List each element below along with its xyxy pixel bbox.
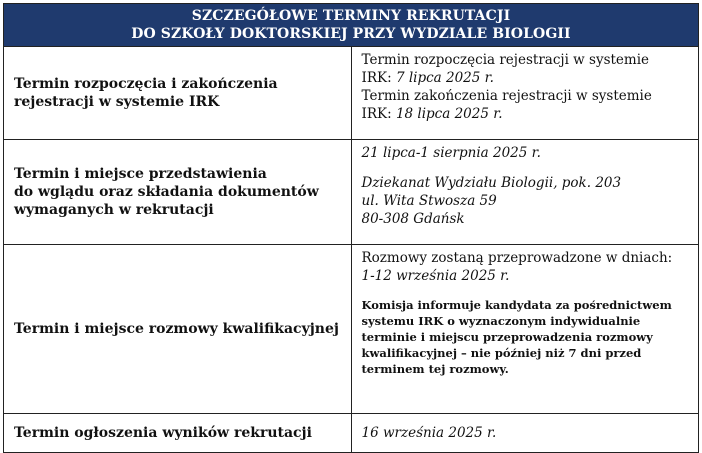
table-header — [4, 4, 699, 47]
address-line: ul. Wita Stwosza 59 — [361, 193, 497, 209]
table-row — [4, 414, 699, 453]
schedule-table — [3, 3, 699, 453]
row-label-irk-registration: Termin rozpoczęcia i zakończenia rejestracji w systemie IRK — [4, 47, 352, 140]
results-date: 16 września 2025 r. — [361, 425, 497, 441]
address-line: Dziekanat Wydziału Biologii, pok. 203 — [361, 175, 622, 191]
row-value-results — [351, 414, 699, 453]
row-label-documents: Termin i miejsce przedstawienia do wglądu oraz składania dokumentów wymaganych w rekrutacji — [4, 140, 352, 245]
row-label-interview: Termin i miejsce rozmowy kwalifikacyjnej — [4, 245, 352, 414]
table-row — [4, 47, 699, 140]
registration-end-date: 18 lipca 2025 r. — [395, 106, 503, 122]
header-line-1: SZCZEGÓŁOWE TERMINY REKRUTACJI — [191, 8, 511, 24]
row-value-documents — [351, 140, 699, 245]
address-line: 80-308 Gdańsk — [361, 211, 465, 227]
interview-note: Komisja informuje kandydata za pośrednictwem systemu IRK o wyznaczonym indywidualnie terminie i miejscu przeprowadzenia rozmowy kwalifikacyjnej – nie później niż 7 dni przed terminem tej rozmowy. — [361, 298, 672, 376]
documents-dates: 21 lipca-1 sierpnia 2025 r. — [361, 145, 541, 161]
recruitment-schedule — [3, 3, 699, 441]
registration-start-text: Termin rozpoczęcia rejestracji w systemie — [361, 52, 650, 68]
row-label-results: Termin ogłoszenia wyników rekrutacji — [4, 414, 352, 453]
interview-intro: Rozmowy zostaną przeprowadzone w dniach: — [361, 250, 673, 266]
row-value-interview — [351, 245, 699, 414]
registration-start-date: 7 lipca 2025 r. — [395, 70, 494, 86]
interview-dates: 1-12 września 2025 r. — [361, 268, 510, 284]
header-line-2: DO SZKOŁY DOKTORSKIEJ PRZY WYDZIALE BIOLOGII — [131, 26, 571, 42]
table-row — [4, 245, 699, 414]
row-value-irk-registration: Termin rozpoczęcia rejestracji w systemie IRK: 7 lipca 2025 r. Termin zakończenia rejestracji w systemie IRK: 18 lipca 2025 r. — [351, 47, 699, 140]
table-row — [4, 140, 699, 245]
registration-end-text: Termin zakończenia rejestracji w systemie — [361, 88, 652, 104]
